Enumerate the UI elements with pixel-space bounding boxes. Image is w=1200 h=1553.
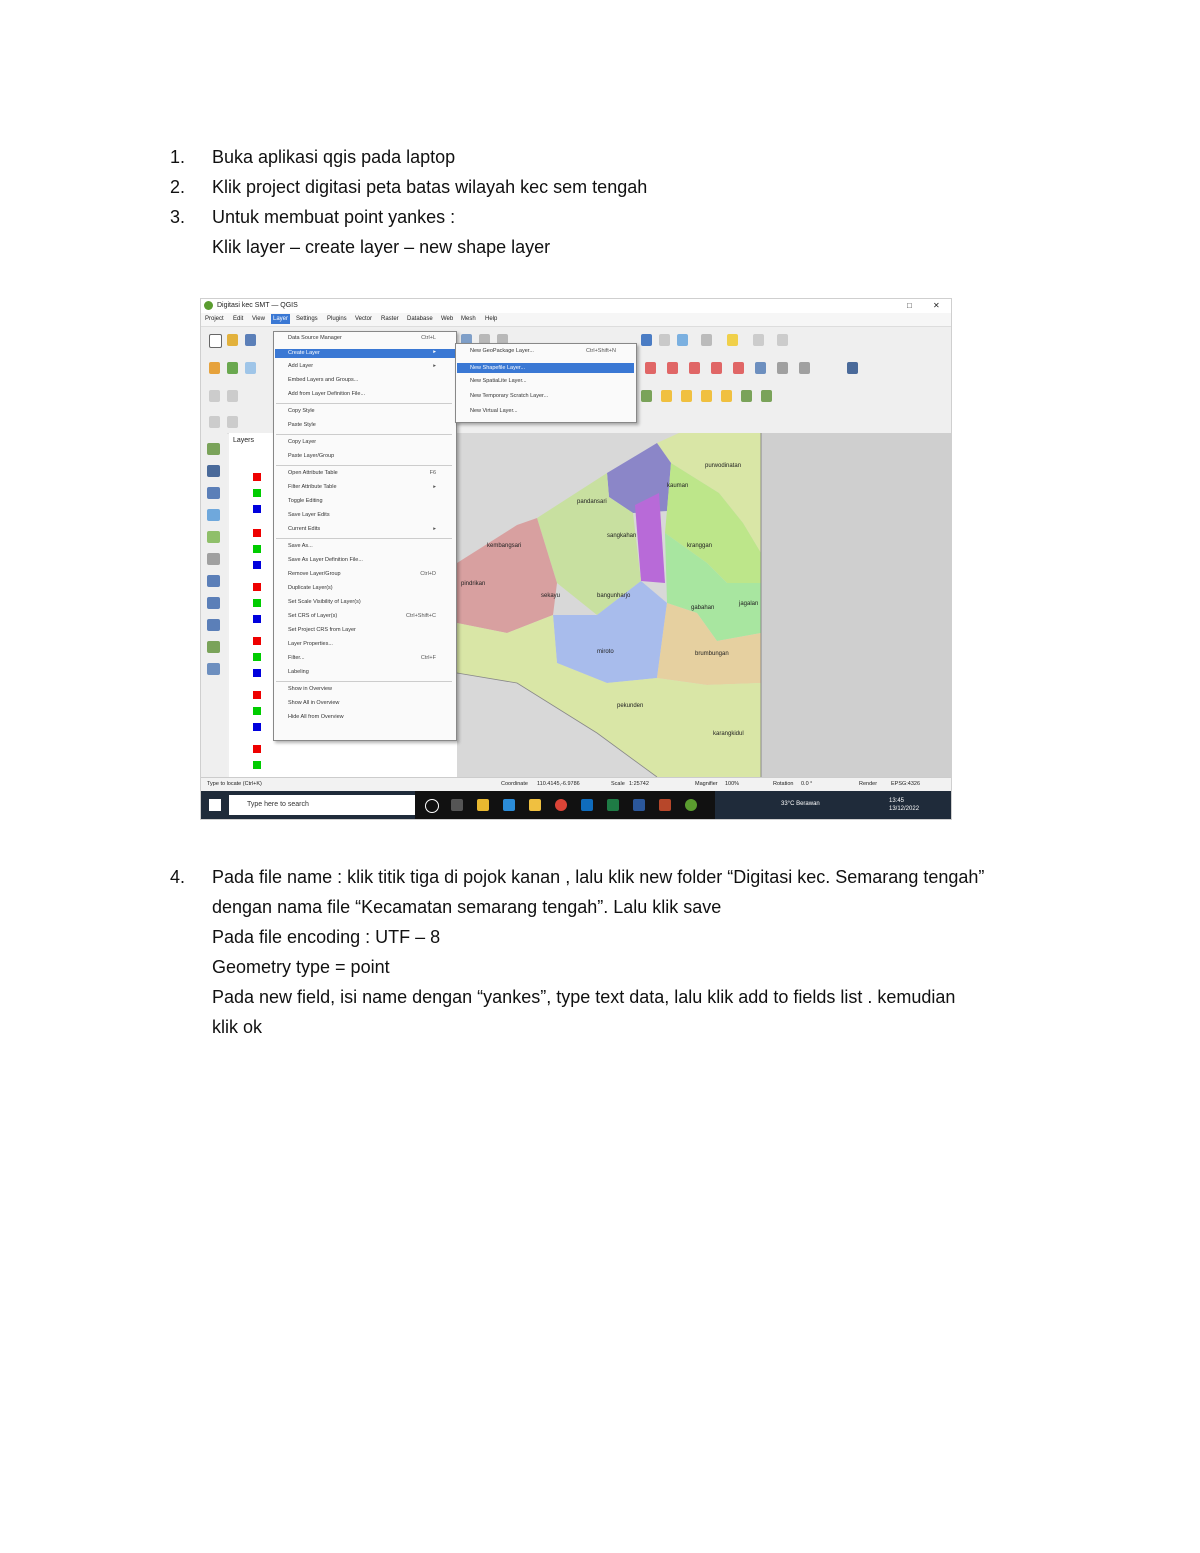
close-icon[interactable]: ✕ xyxy=(933,301,940,310)
menu-plugins[interactable]: Plugins xyxy=(327,316,347,322)
digitize-icon[interactable] xyxy=(645,362,656,374)
layer-menu-item[interactable]: Save As Layer Definition File... xyxy=(288,557,363,563)
deselect-icon[interactable] xyxy=(227,416,238,428)
label-show-icon[interactable] xyxy=(681,390,692,402)
left-tool-column xyxy=(201,433,227,777)
layer-menu-item[interactable]: Copy Layer xyxy=(288,439,317,445)
menu-bar xyxy=(201,313,951,327)
layer-swatch xyxy=(253,723,261,731)
menu-web[interactable]: Web xyxy=(441,316,454,322)
database-icon[interactable] xyxy=(755,362,766,374)
menu-shortcut: ▸ xyxy=(433,349,436,355)
add-delimited-text-icon[interactable] xyxy=(207,509,220,521)
layer-swatch xyxy=(253,489,261,497)
step-number: 1. xyxy=(170,147,186,167)
layer-swatch xyxy=(253,599,261,607)
magnifier-label: Magnifier xyxy=(695,781,718,787)
region-label: kauman xyxy=(667,483,689,489)
region-label: bangunharjo xyxy=(597,593,631,599)
layer-menu-item[interactable]: Add from Layer Definition File... xyxy=(288,391,366,397)
menu-shortcut: Ctrl+F xyxy=(420,655,436,661)
step-number: 2. xyxy=(170,177,186,197)
layer-item[interactable] xyxy=(233,745,313,757)
locator-input[interactable]: Type to locate (Ctrl+K) xyxy=(207,781,262,787)
region-label: gabahan xyxy=(691,605,715,611)
region-label: kranggan xyxy=(687,543,713,549)
menu-shortcut: ▸ xyxy=(433,526,436,532)
render-toggle[interactable]: Render xyxy=(859,781,878,787)
layer-swatch xyxy=(253,473,261,481)
create-layer-item[interactable]: New Shapefile Layer... xyxy=(457,363,634,373)
layer-swatch xyxy=(253,761,261,769)
measure-icon[interactable] xyxy=(701,334,712,346)
taskbar-search[interactable] xyxy=(229,795,415,815)
menu-separator xyxy=(276,434,452,435)
step-1 xyxy=(170,142,1070,172)
menu-shortcut: Ctrl+Shift+N xyxy=(586,348,616,354)
add-raster-icon[interactable] xyxy=(227,362,238,374)
qgis-taskbar-icon[interactable] xyxy=(685,799,697,811)
add-wfs-icon[interactable] xyxy=(207,619,220,631)
windows-start-icon[interactable] xyxy=(209,799,221,811)
attribute-table-icon[interactable] xyxy=(659,334,670,346)
basemap-right xyxy=(761,433,951,777)
vertex-tool-icon[interactable] xyxy=(689,362,700,374)
create-layer-item[interactable]: New GeoPackage Layer... xyxy=(470,348,534,354)
step-4-line: Pada file name : klik titik tiga di pojok kanan , lalu klik new folder “Digitasi kec. Semarang tengah” xyxy=(212,867,985,887)
menu-raster[interactable]: Raster xyxy=(381,316,399,322)
region-label: karangkidul xyxy=(713,731,744,737)
step-2 xyxy=(170,172,1070,202)
toolbox-icon[interactable] xyxy=(799,362,810,374)
menu-vector[interactable]: Vector xyxy=(355,316,373,322)
excel-icon[interactable] xyxy=(607,799,619,811)
layer-menu-item[interactable]: Embed Layers and Groups... xyxy=(288,377,359,383)
layer-menu-item[interactable]: Toggle Editing xyxy=(288,498,323,504)
label-move-icon[interactable] xyxy=(701,390,712,402)
step-text: Buka aplikasi qgis pada laptop xyxy=(212,147,456,167)
menu-separator xyxy=(276,465,452,466)
file-explorer-icon[interactable] xyxy=(477,799,489,811)
layer-menu-item[interactable]: Copy Style xyxy=(288,408,315,414)
task-view-icon[interactable] xyxy=(451,799,463,811)
annotation-icon[interactable] xyxy=(727,334,738,346)
mail-icon[interactable] xyxy=(581,799,593,811)
step-4 xyxy=(170,862,1070,1042)
create-layer-submenu xyxy=(455,343,637,423)
step-4-line: Geometry type = point xyxy=(212,957,390,977)
step-4-line: Pada new field, isi name dengan “yankes”, type text data, lalu klik add to fields list . kemudian xyxy=(212,987,956,1007)
layer-swatch xyxy=(253,637,261,645)
layer-menu-item[interactable]: Paste Style xyxy=(288,422,316,428)
undo-icon[interactable] xyxy=(209,390,220,402)
layer-menu-item[interactable]: Labeling xyxy=(288,669,309,675)
layer-swatch xyxy=(253,669,261,677)
layer-menu-item[interactable]: Save Layer Edits xyxy=(288,512,330,518)
layer-swatch xyxy=(253,505,261,513)
word-icon[interactable] xyxy=(633,799,645,811)
menu-help[interactable]: Help xyxy=(485,316,498,322)
layer-swatch xyxy=(253,653,261,661)
select-icon[interactable] xyxy=(209,416,220,428)
add-raster-layer-icon[interactable] xyxy=(207,465,220,477)
add-postgis-icon[interactable] xyxy=(207,575,220,587)
taskbar-search-text: Type here to search xyxy=(247,801,309,808)
scale-value[interactable]: 1:25742 xyxy=(629,781,649,787)
menu-separator xyxy=(276,681,452,682)
region-label: miroto xyxy=(597,649,614,655)
delete-feature-icon[interactable] xyxy=(711,362,722,374)
status-bar xyxy=(201,777,951,792)
region-label: pandansari xyxy=(577,499,607,505)
weather-widget[interactable]: 33°C Berawan xyxy=(781,801,820,807)
crs-button[interactable]: EPSG:4326 xyxy=(891,781,921,787)
add-virtual-layer-icon[interactable] xyxy=(207,641,220,653)
windows-taskbar xyxy=(201,791,951,819)
cortana-icon[interactable] xyxy=(425,799,439,813)
add-vector-icon[interactable] xyxy=(209,362,220,374)
layer-menu-item[interactable]: Hide All from Overview xyxy=(288,714,344,720)
layer-menu-item[interactable]: Paste Layer/Group xyxy=(288,453,335,459)
instruction-step-4 xyxy=(170,862,1070,1042)
layer-swatch xyxy=(253,691,261,699)
menu-shortcut: F6 xyxy=(429,470,436,476)
instruction-steps-top xyxy=(170,142,1070,262)
region-label: kembangsari xyxy=(487,543,522,549)
menu-shortcut: ▸ xyxy=(433,484,436,490)
layer-menu-dropdown xyxy=(273,331,457,741)
edge-icon[interactable] xyxy=(503,799,515,811)
step-4-line: klik ok xyxy=(212,1017,263,1037)
layer-swatch xyxy=(253,561,261,569)
layer-menu-item[interactable]: Remove Layer/Group xyxy=(288,571,341,577)
menu-database[interactable]: Database xyxy=(407,316,433,322)
clock-date: 13/12/2022 xyxy=(889,806,920,812)
cut-feature-icon[interactable] xyxy=(733,362,744,374)
add-vector-layer-icon[interactable] xyxy=(207,443,220,455)
step-text: Klik project digitasi peta batas wilayah kec sem tengah xyxy=(212,177,648,197)
menu-project[interactable]: Project xyxy=(205,316,224,322)
rotation-label: Rotation xyxy=(773,781,794,787)
menu-separator xyxy=(276,538,452,539)
layer-swatch xyxy=(253,615,261,623)
step-number: 4. xyxy=(170,867,186,887)
step-3 xyxy=(170,202,1070,232)
step-3-detail xyxy=(170,232,1070,262)
store-icon[interactable] xyxy=(529,799,541,811)
step-4-line: dengan nama file “Kecamatan semarang tengah”. Lalu klik save xyxy=(212,897,722,917)
layer-menu-item[interactable]: Filter Attribute Table xyxy=(288,484,337,490)
powerpoint-icon[interactable] xyxy=(659,799,671,811)
menu-edit[interactable]: Edit xyxy=(233,316,244,322)
layer-swatch xyxy=(253,707,261,715)
magnifier-value[interactable]: 100% xyxy=(725,781,740,787)
menu-view[interactable]: View xyxy=(252,316,265,322)
menu-shortcut: ▸ xyxy=(433,363,436,369)
map-canvas[interactable] xyxy=(457,433,951,777)
layer-menu-item[interactable]: Show All in Overview xyxy=(288,700,340,706)
region-label: jagalan xyxy=(739,601,759,607)
python-icon[interactable] xyxy=(847,362,858,374)
window-titlebar xyxy=(201,299,951,313)
label-icon[interactable] xyxy=(641,390,652,402)
label-pin-icon[interactable] xyxy=(661,390,672,402)
chrome-icon[interactable] xyxy=(555,799,567,811)
step-text: Klik layer – create layer – new shape layer xyxy=(212,237,551,257)
create-layer-item[interactable]: New SpatiaLite Layer... xyxy=(470,378,527,384)
layer-menu-item[interactable]: Show in Overview xyxy=(288,686,333,692)
region-label: pindrikan xyxy=(461,581,486,587)
region-label: pekunden xyxy=(617,703,644,709)
layer-menu-item[interactable]: Set Scale Visibility of Layer(s) xyxy=(288,599,361,605)
layer-menu-item[interactable]: Current Edits xyxy=(288,526,321,532)
layer-menu-item[interactable]: Filter... xyxy=(288,655,305,661)
identify-icon[interactable] xyxy=(641,334,652,346)
add-wcs-icon[interactable] xyxy=(207,663,220,675)
menu-shortcut: Ctrl+L xyxy=(421,335,436,341)
scale-label: Scale xyxy=(611,781,625,787)
taskbar-apps xyxy=(415,791,715,819)
step-number: 3. xyxy=(170,207,186,227)
open-project-icon[interactable] xyxy=(227,334,238,346)
clock[interactable] xyxy=(889,797,919,813)
create-layer-item[interactable]: New Temporary Scratch Layer... xyxy=(470,393,549,399)
menu-separator xyxy=(276,403,452,404)
region-label: sekayu xyxy=(541,593,561,599)
processing-icon[interactable] xyxy=(777,362,788,374)
layer-menu-item[interactable]: Set CRS of Layer(s) xyxy=(288,613,338,619)
menu-layer[interactable]: Layer xyxy=(273,316,289,322)
menu-settings[interactable]: Settings xyxy=(296,316,318,322)
qgis-logo-icon xyxy=(204,301,213,310)
label-change-icon[interactable] xyxy=(741,390,752,402)
layer-menu-item[interactable]: Duplicate Layer(s) xyxy=(288,585,333,591)
menu-shortcut: Ctrl+Shift+C xyxy=(406,613,436,619)
label-rotate-icon[interactable] xyxy=(721,390,732,402)
restore-icon[interactable]: □ xyxy=(907,301,912,310)
add-layer-icon[interactable] xyxy=(245,362,256,374)
layer-menu-item[interactable]: Open Attribute Table xyxy=(288,470,338,476)
layer-swatch xyxy=(253,545,261,553)
new-project-icon[interactable] xyxy=(209,334,222,348)
map-tips-icon[interactable] xyxy=(753,334,764,346)
menu-shortcut: Ctrl+D xyxy=(420,571,436,577)
text-annotation-icon[interactable] xyxy=(777,334,788,346)
clock-time: 13:45 xyxy=(889,798,905,804)
statistics-icon[interactable] xyxy=(677,334,688,346)
layer-swatch xyxy=(253,529,261,537)
layer-swatch xyxy=(253,745,261,753)
layer-menu-item[interactable]: Data Source Manager xyxy=(288,335,342,341)
step-4-line: Pada file encoding : UTF – 8 xyxy=(212,927,441,947)
region-label: sangkahan xyxy=(607,533,637,539)
add-feature-icon[interactable] xyxy=(667,362,678,374)
menu-mesh[interactable]: Mesh xyxy=(461,316,476,322)
create-layer-item[interactable]: New Virtual Layer... xyxy=(470,408,518,414)
layers-panel-title: Layers xyxy=(233,437,255,444)
add-wms-icon[interactable] xyxy=(207,597,220,609)
add-mesh-layer-icon[interactable] xyxy=(207,487,220,499)
region-label: purwodinatan xyxy=(705,463,742,469)
rotation-value[interactable]: 0.0 ° xyxy=(801,781,813,787)
qgis-screenshot xyxy=(200,298,952,820)
layer-menu-item[interactable]: Layer Properties... xyxy=(288,641,333,647)
layer-swatch xyxy=(253,583,261,591)
add-spatialite-icon[interactable] xyxy=(207,553,220,565)
save-project-icon[interactable] xyxy=(245,334,256,346)
layer-menu-item[interactable]: Create Layer xyxy=(275,349,458,358)
coordinate-value[interactable]: 110.4145,-6.9786 xyxy=(537,781,580,787)
layer-menu-item[interactable]: Add Layer xyxy=(288,363,314,369)
redo-icon[interactable] xyxy=(227,390,238,402)
region-label: brumbungan xyxy=(695,651,729,657)
step-text: Untuk membuat point yankes : xyxy=(212,207,456,227)
add-geopackage-icon[interactable] xyxy=(207,531,220,543)
window-title: Digitasi kec SMT — QGIS xyxy=(217,302,298,309)
layer-item[interactable] xyxy=(233,761,313,773)
layer-menu-item[interactable]: Set Project CRS from Layer xyxy=(288,627,356,633)
diagram-icon[interactable] xyxy=(761,390,772,402)
coordinate-label: Coordinate xyxy=(501,781,528,787)
layer-menu-item[interactable]: Save As... xyxy=(288,543,313,549)
